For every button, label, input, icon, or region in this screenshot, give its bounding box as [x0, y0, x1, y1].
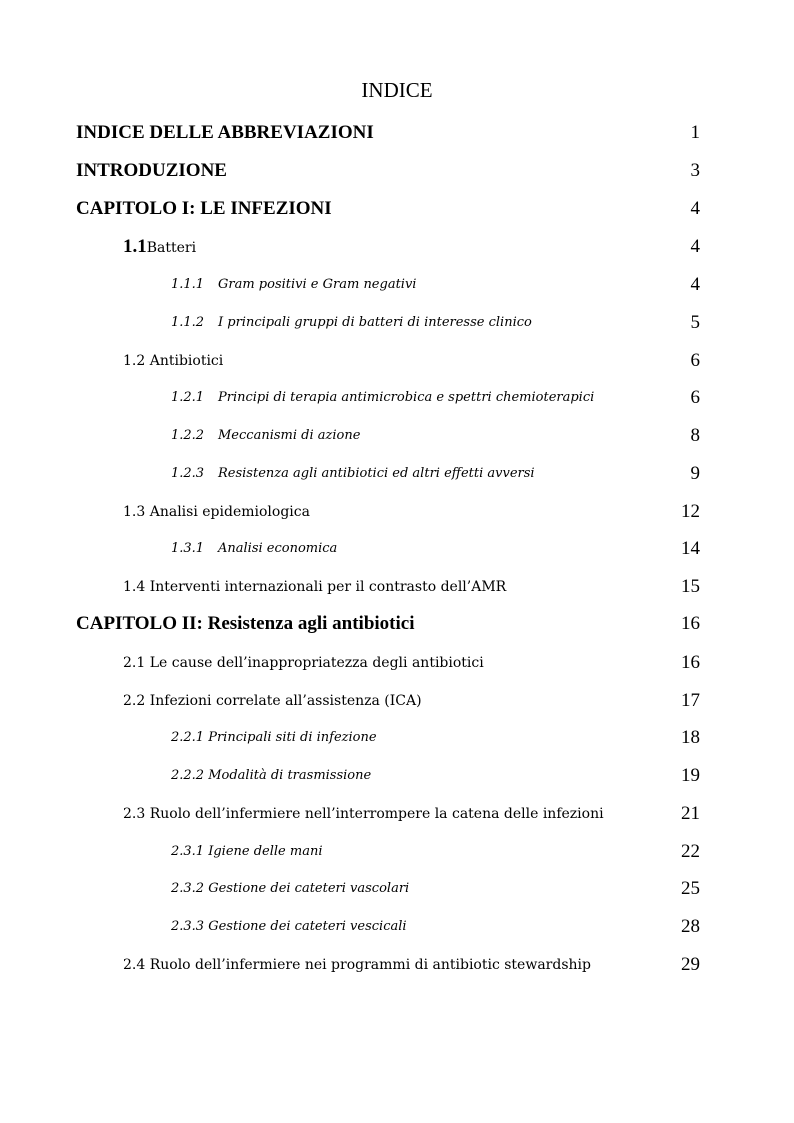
toc-entry-page: 14	[681, 538, 700, 559]
toc-entry-page: 16	[681, 613, 700, 634]
toc-entry[interactable]	[0, 802, 794, 826]
toc-entry-page: 6	[690, 387, 700, 408]
toc-entry-page: 12	[681, 501, 700, 522]
toc-entry-title: Resistenza agli antibiotici ed altri effetti avversi	[218, 466, 535, 481]
toc-entry-page: 25	[681, 878, 700, 899]
toc-entry-title: Meccanismi di azione	[218, 428, 361, 443]
toc-entry-page: 28	[681, 916, 700, 937]
toc-entry-page: 29	[681, 954, 700, 975]
toc-entry-page: 4	[690, 198, 700, 219]
toc-entry[interactable]	[0, 651, 794, 675]
toc-entry[interactable]	[0, 840, 794, 864]
toc-entry[interactable]	[0, 764, 794, 788]
toc-entry-label: CAPITOLO I: LE INFEZIONI	[76, 198, 332, 219]
toc-entry[interactable]	[0, 537, 794, 561]
toc-entry-label: 2.2 Infezioni correlate all’assistenza (ICA)	[123, 693, 422, 709]
toc-entry[interactable]	[0, 612, 794, 636]
toc-entry-title: Batteri	[146, 240, 197, 256]
toc-entry-page: 6	[690, 350, 700, 371]
toc-entry-label: 2.2.2 Modalità di trasmissione	[171, 768, 372, 783]
toc-entry[interactable]	[0, 689, 794, 713]
toc-entry[interactable]	[0, 424, 794, 448]
toc-entry[interactable]	[0, 311, 794, 335]
toc-entry-label: 2.3.2 Gestione dei cateteri vascolari	[171, 881, 410, 896]
toc-entry-label	[171, 537, 337, 561]
toc-entry[interactable]	[0, 462, 794, 486]
toc-entry-page: 19	[681, 765, 700, 786]
toc-entry-label	[171, 311, 532, 335]
toc-entry-page: 1	[690, 122, 700, 143]
toc-entry[interactable]	[0, 235, 794, 259]
toc-entry-page: 21	[681, 803, 700, 824]
toc-entry-page: 17	[681, 690, 700, 711]
toc-entry-page: 4	[690, 236, 700, 257]
toc-entry-page: 16	[681, 652, 700, 673]
toc-entry[interactable]	[0, 726, 794, 750]
toc-entry-label: INTRODUZIONE	[76, 160, 227, 181]
toc-entry-page: 5	[690, 312, 700, 333]
toc-entry-number: 1.1	[123, 236, 147, 257]
toc-entry[interactable]	[0, 953, 794, 977]
toc-entry-label: 2.4 Ruolo dell’infermiere nei programmi di antibiotic stewardship	[123, 957, 591, 973]
toc-entry[interactable]	[0, 349, 794, 373]
toc-entry-number: 1.1.2	[171, 315, 205, 330]
toc-entry-label: 2.3.3 Gestione dei cateteri vescicali	[171, 919, 407, 934]
toc-entry-label	[171, 462, 535, 486]
toc-entry[interactable]	[0, 500, 794, 524]
toc-entry-label: 1.3 Analisi epidemiologica	[123, 504, 310, 520]
toc-entry[interactable]	[0, 877, 794, 901]
toc-entry-page: 15	[681, 576, 700, 597]
toc-entry-page: 4	[690, 274, 700, 295]
toc-entry-page: 9	[690, 463, 700, 484]
toc-entry-title: I principali gruppi di batteri di interesse clinico	[218, 315, 532, 330]
toc-entry[interactable]	[0, 121, 794, 145]
toc-entry-label	[171, 273, 416, 297]
toc-entry-label: 1.4 Interventi internazionali per il contrasto dell’AMR	[123, 579, 507, 595]
toc-entry-label	[171, 424, 360, 448]
toc-entry[interactable]	[0, 386, 794, 410]
toc-entry-number: 1.2.1	[171, 390, 205, 405]
toc-entry-page: 3	[690, 160, 700, 181]
toc-entry-label: INDICE DELLE ABBREVIAZIONI	[76, 122, 374, 143]
toc-entry-label	[123, 235, 196, 260]
toc-entry-number: 1.3.1	[171, 541, 205, 556]
toc-entry-label: 2.1 Le cause dell’inappropriatezza degli antibiotici	[123, 655, 484, 671]
toc-entry-label: CAPITOLO II: Resistenza agli antibiotici	[76, 613, 415, 634]
toc-entry-label: 1.2 Antibiotici	[123, 353, 224, 369]
toc-entry-label: 2.2.1 Principali siti di infezione	[171, 730, 377, 745]
toc-entry-title: Principi di terapia antimicrobica e spettri chemioterapici	[218, 390, 595, 405]
toc-entry[interactable]	[0, 273, 794, 297]
toc-entry-page: 18	[681, 727, 700, 748]
toc-entry-number: 1.2.2	[171, 428, 205, 443]
toc-entry[interactable]	[0, 915, 794, 939]
toc-entry-label: 2.3.1 Igiene delle mani	[171, 844, 323, 859]
page-title: INDICE	[361, 78, 433, 102]
toc-entry-label: 2.3 Ruolo dell’infermiere nell’interrompere la catena delle infezioni	[123, 806, 604, 822]
toc-entry-title: Analisi economica	[218, 541, 338, 556]
toc-entry-number: 1.1.1	[171, 277, 205, 292]
toc-entry[interactable]	[0, 575, 794, 599]
toc-entry-page: 8	[690, 425, 700, 446]
toc-entry[interactable]	[0, 159, 794, 183]
toc-entry-label	[171, 386, 594, 410]
toc-entry-page: 22	[681, 841, 700, 862]
toc-entry-title: Gram positivi e Gram negativi	[218, 277, 417, 292]
toc-entry-number: 1.2.3	[171, 466, 205, 481]
toc-entry[interactable]	[0, 197, 794, 221]
